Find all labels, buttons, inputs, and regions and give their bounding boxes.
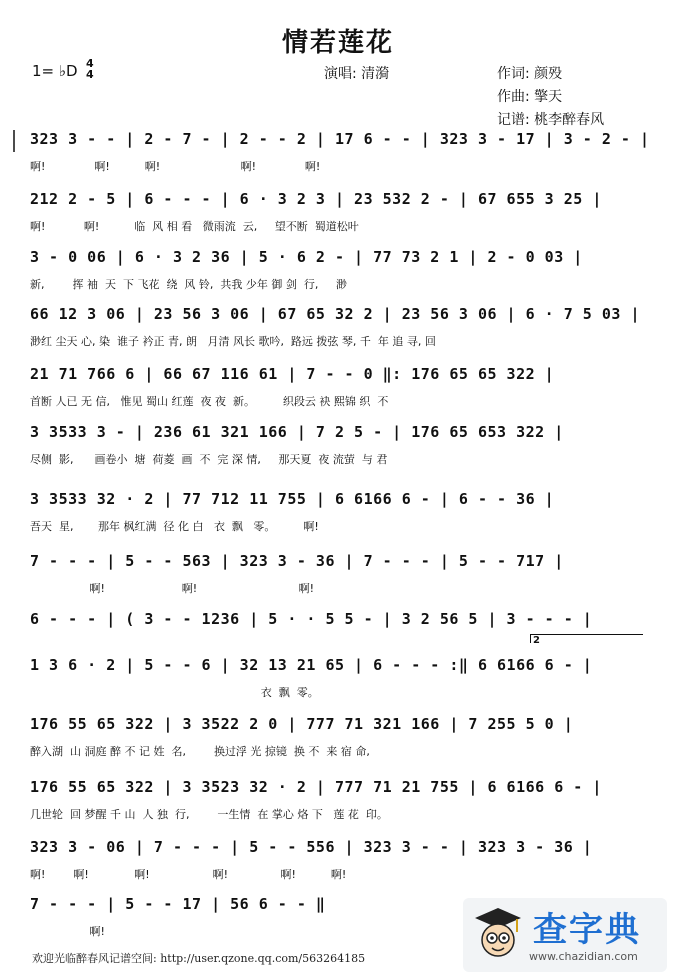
score-row — [0, 778, 676, 840]
notation-line: 3 3533 32 · 2 | 77 712 11 755 | 6 6166 6 - | 6 - - 36 | — [30, 490, 555, 508]
singer-credit: 演唱: 清漪 — [324, 66, 390, 82]
volta-bracket: 2 — [530, 634, 643, 643]
score-row — [0, 552, 676, 614]
score-row — [0, 838, 676, 900]
score-row — [0, 423, 676, 485]
time-denominator: 4 — [86, 68, 94, 81]
score-row — [0, 635, 676, 718]
notation-line: 323 3 - 06 | 7 - - - | 5 - - 556 | 323 3 - - | 323 3 - 36 | — [30, 838, 593, 856]
composer-credit: 作曲: 擎天 — [497, 89, 563, 105]
key-signature: 1= ♭D — [32, 62, 78, 80]
logo-url: www.chazidian.com — [529, 950, 638, 963]
lyric-line: 啊! — [30, 925, 105, 938]
logo-wordmark: 查字典 — [533, 910, 641, 950]
lyric-line: 吾天 星, 那年 枫红满 径 化 白 衣 飘 零。 啊! — [30, 520, 319, 533]
notation-line: 21 71 766 6 | 66 67 116 61 | 7 - - 0 ‖: 176 65 65 322 | — [30, 365, 555, 383]
song-title: 情若莲花 — [281, 28, 394, 58]
lyric-line: 醉入湖 山 洞庭 醉 不 记 姓 名, 换过浮 光 掠镜 换 不 来 宿 命, — [30, 745, 370, 758]
score-row — [0, 248, 676, 310]
footer-credit: 欢迎光临醉春风记谱空间: http://user.qzone.qq.com/563264185 — [32, 952, 366, 965]
lyric-line: 啊! 啊! 临 风 相 看 微雨流 云, 望不断 蜀道松叶 — [30, 220, 359, 233]
scholar-mascot-icon — [473, 906, 523, 962]
site-logo — [463, 898, 667, 972]
lyric-line: 渺红 尘天 心, 染 谁子 衿正 青, 朗 月清 风长 歌吟, 路远 拨弦 琴, 千 年 追 寻, 回 — [30, 335, 436, 348]
notation-line: 3 - 0 06 | 6 · 3 2 36 | 5 · 6 2 - | 77 73 2 1 | 2 - 0 03 | — [30, 248, 583, 266]
lyric-line: 新, 挥 袖 天 下 飞花 绕 风 铃, 共我 少年 御 剑 行, 渺 — [30, 278, 347, 291]
time-numerator: 4 — [86, 57, 94, 70]
score-row — [0, 365, 676, 427]
notation-line: 212 2 - 5 | 6 - - - | 6 · 3 2 3 | 23 532 2 - | 67 655 3 25 | — [30, 190, 602, 208]
arranger-credit: 记谱: 桃李醉春风 — [497, 112, 605, 128]
notation-line: 1 3 6 · 2 | 5 - - 6 | 32 13 21 65 | 6 - - - :‖ 6 6166 6 - | — [30, 656, 593, 674]
notation-line: 7 - - - | 5 - - 563 | 323 3 - 36 | 7 - - - | 5 - - 717 | — [30, 552, 564, 570]
notation-line: 7 - - - | 5 - - 17 | 56 6 - - ‖ — [30, 895, 326, 913]
score-row — [0, 715, 676, 777]
notation-line: 176 55 65 322 | 3 3523 32 · 2 | 777 71 21 755 | 6 6166 6 - | — [30, 778, 602, 796]
lyric-line: 啊! 啊! 啊! — [30, 582, 314, 595]
score-row — [0, 305, 676, 367]
notation-line: 6 - - - | ( 3 - - 1236 | 5 · · 5 5 - | 3 2 56 5 | 3 - - - | — [30, 610, 593, 628]
notation-line: 176 55 65 322 | 3 3522 2 0 | 777 71 321 166 | 7 255 5 0 | — [30, 715, 574, 733]
notation-line: 66 12 3 06 | 23 56 3 06 | 67 65 32 2 | 23 56 3 06 | 6 · 7 5 03 | — [30, 305, 640, 323]
lyric-line: 啊! 啊! 啊! 啊! 啊! — [30, 160, 321, 173]
time-signature — [86, 58, 94, 80]
lyric-line: 首断 人已 无 信, 惟见 蜀山 红莲 夜 夜 新。 织段云 袂 熙锦 织 不 — [30, 395, 389, 408]
lyric-line: 几世轮 回 梦醒 千 山 人 独 行, 一生情 在 掌心 烙 下 莲 花 印。 — [30, 808, 388, 821]
lyric-line: 啊! 啊! 啊! 啊! 啊! 啊! — [30, 868, 347, 881]
notation-line: 3 3533 3 - | 236 61 321 166 | 7 2 5 - | 176 65 653 322 | — [30, 423, 564, 441]
score-row — [0, 130, 676, 192]
score-row — [0, 490, 676, 552]
lyric-line: 尽侧 影, 画卷小 塘 荷菱 画 不 完 深 情, 那天夏 夜 流萤 与 君 — [30, 453, 388, 466]
lyricist-credit: 作词: 颜殁 — [497, 66, 563, 82]
lyric-line: 衣 飘 零。 — [30, 686, 319, 699]
notation-line: 323 3 - - | 2 - 7 - | 2 - - 2 | 17 6 - - | 323 3 - 17 | 3 - 2 - | — [30, 130, 650, 148]
score-row — [0, 190, 676, 252]
